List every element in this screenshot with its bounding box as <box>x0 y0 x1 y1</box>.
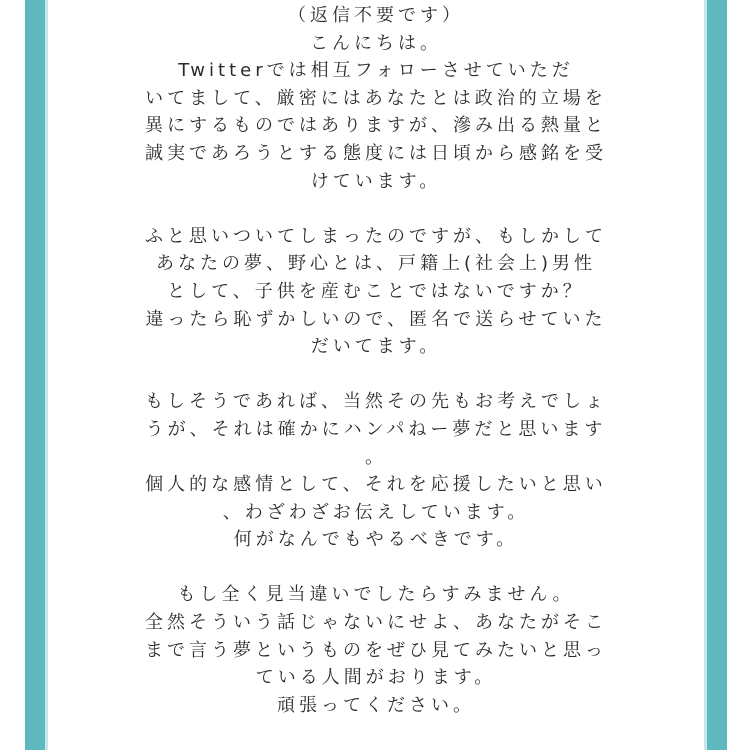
message-line: 全然そういう話じゃないにせよ、あなたがそこ <box>145 612 607 634</box>
message-line: 何がなんでもやるべきです。 <box>233 529 519 551</box>
message-line: あなたの夢、野心とは、戸籍上(社会上)男性 <box>155 253 597 275</box>
message-line: ている人間がおります。 <box>255 667 497 689</box>
message-line: けています。 <box>310 170 442 192</box>
message-card <box>48 0 704 750</box>
message-line: 誠実であろうとする態度には日頃から感銘を受 <box>145 142 607 164</box>
message-line: 違ったら恥ずかしいので、匿名で送らせていた <box>145 308 607 330</box>
message-line: 個人的な感情として、それを応援したいと思い <box>145 474 607 496</box>
message-line: （返信不要です） <box>288 5 464 26</box>
message-line: いてまして、厳密にはあなたとは政治的立場を <box>145 87 607 109</box>
message-line: 頑張ってください。 <box>277 694 475 716</box>
blank-line <box>48 361 704 389</box>
message-line: うが、それは確かにハンパねー夢だと思います <box>145 418 607 440</box>
blank-line <box>48 195 704 223</box>
message-line: 異にするものではありますが、滲み出る熱量と <box>145 115 607 137</box>
message-line: 、わざわざお伝えしています。 <box>222 501 530 523</box>
message-line: もし全く見当違いでしたらすみません。 <box>177 584 575 606</box>
message-line: として、子供を産むことではないですか？ <box>167 280 585 302</box>
message-line: こんにちは。 <box>310 32 442 54</box>
message-line: まで言う夢というものをぜひ見てみたいと思っ <box>145 639 607 661</box>
message-line: 。 <box>365 446 387 468</box>
left-teal-border <box>25 0 45 750</box>
message-line: もしそうであれば、当然その先もお考えでしょ <box>145 391 607 413</box>
message-body <box>48 2 704 719</box>
message-line: ふと思いついてしまったのですが、もしかして <box>145 225 607 247</box>
right-teal-border <box>707 0 727 750</box>
blank-line <box>48 554 704 582</box>
message-line: だいてます。 <box>310 336 442 358</box>
message-line: Twitterでは相互フォローさせていただ <box>178 60 574 82</box>
